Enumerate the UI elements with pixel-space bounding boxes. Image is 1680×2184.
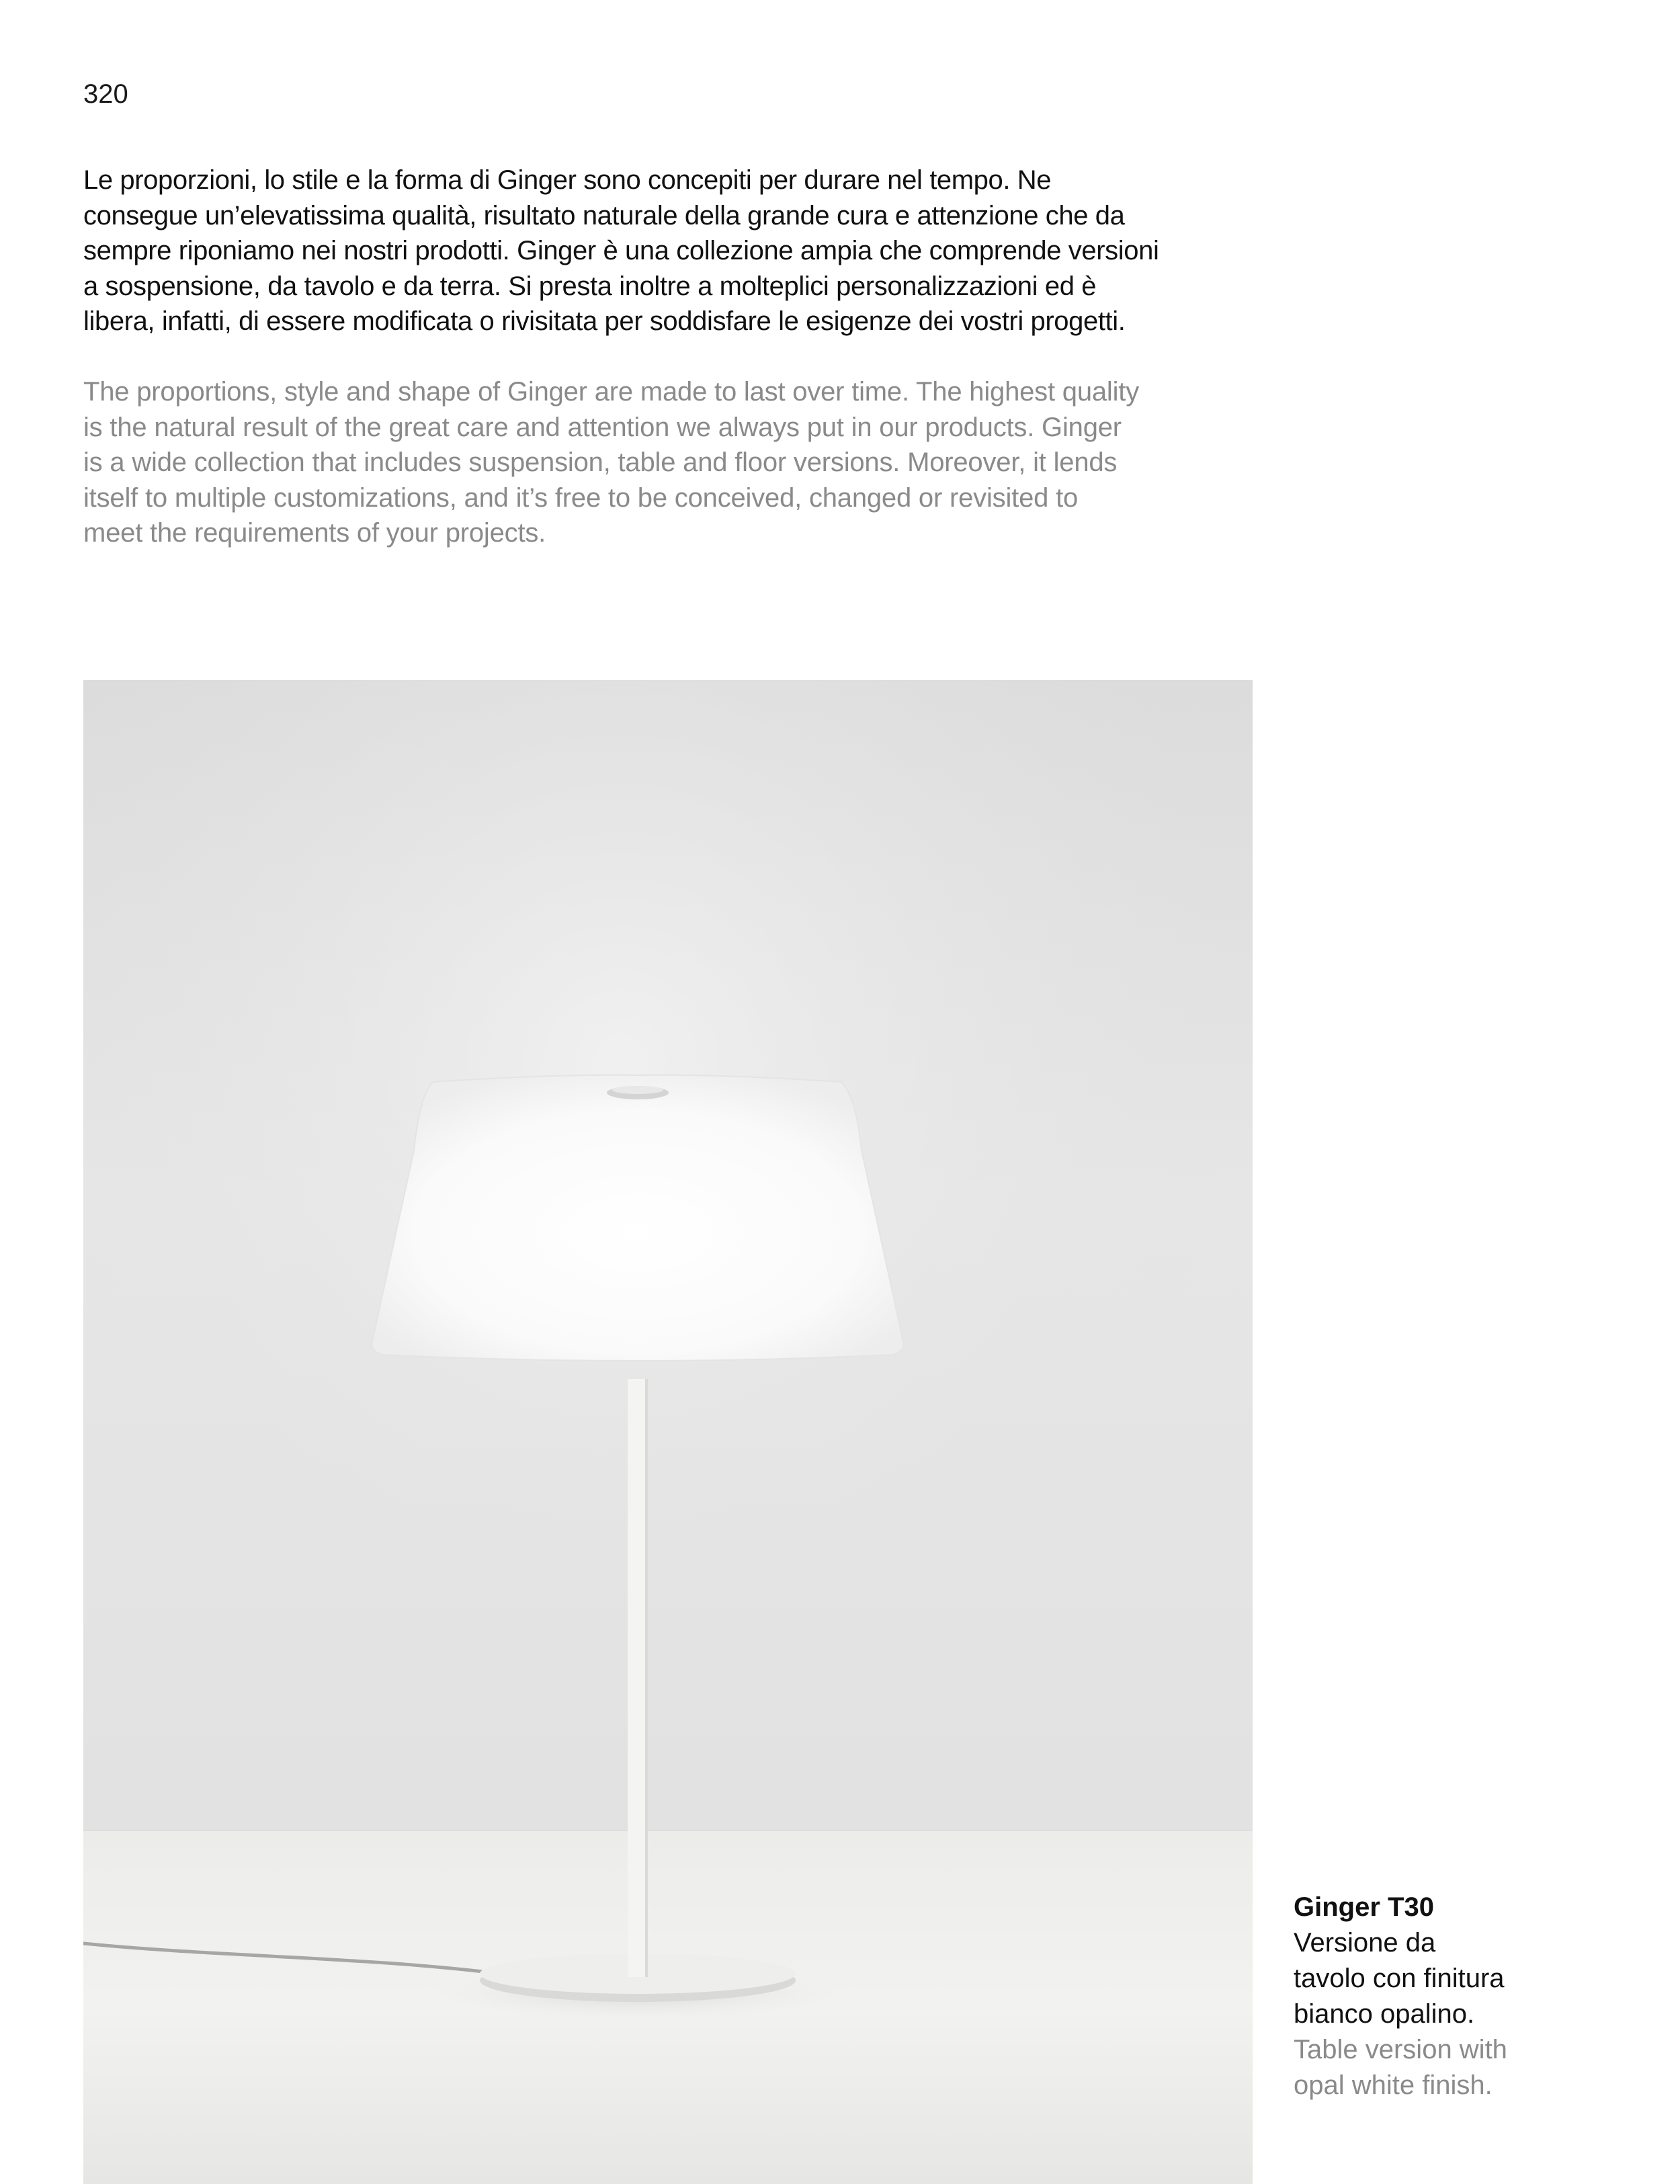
intro-italian-line: sempre riponiamo nei nostri prodotti. Ginger è una collezione ampia che comprende versioni bbox=[83, 236, 1159, 265]
page-number: 320 bbox=[83, 79, 128, 109]
intro-english-line: is a wide collection that includes suspension, table and floor versions. Moreover, it lends bbox=[83, 448, 1118, 477]
intro-english-line: itself to multiple customizations, and it’s free to be conceived, changed or revisited to bbox=[83, 482, 1079, 513]
intro-english bbox=[83, 374, 1259, 551]
caption-italian-line: bianco opalino. bbox=[1294, 1999, 1475, 2029]
caption-italian-line: tavolo con finitura bbox=[1294, 1964, 1505, 1993]
intro-english-line: The proportions, style and shape of Ginger are made to last over time. The highest quality bbox=[83, 377, 1140, 407]
intro-italian bbox=[83, 163, 1259, 339]
caption-italian-line: Versione da bbox=[1294, 1928, 1436, 1958]
caption-title: Ginger T30 bbox=[1294, 1892, 1434, 1922]
product-caption bbox=[1294, 1890, 1596, 2103]
caption-english bbox=[1294, 2032, 1596, 2103]
intro-english-line: is the natural result of the great care and attention we always put in our products. Ginger bbox=[83, 412, 1122, 442]
caption-italian bbox=[1294, 1925, 1596, 2032]
product-photo bbox=[83, 680, 1253, 2184]
intro-italian-line: libera, infatti, di essere modificata o rivisitata per soddisfare le esigenze dei vostri progetti. bbox=[83, 306, 1126, 336]
intro-english-line: meet the requirements of your projects. bbox=[83, 518, 546, 548]
lamp-stem bbox=[628, 1379, 648, 1977]
caption-english-line: Table version with bbox=[1294, 2035, 1507, 2064]
intro-italian-line: Le proporzioni, lo stile e la forma di Ginger sono concepiti per durare nel tempo. Ne bbox=[83, 165, 1052, 195]
intro-italian-line: a sospensione, da tavolo e da terra. Si presta inoltre a molteplici personalizzazioni ed è bbox=[83, 271, 1097, 301]
intro-italian-line: consegue un’elevatissima qualità, risultato naturale della grande cura e attenzione che da bbox=[83, 200, 1125, 230]
caption-english-line: opal white finish. bbox=[1294, 2070, 1493, 2100]
lamp-shade bbox=[372, 1075, 903, 1361]
table-lamp-illustration bbox=[83, 680, 1253, 2184]
